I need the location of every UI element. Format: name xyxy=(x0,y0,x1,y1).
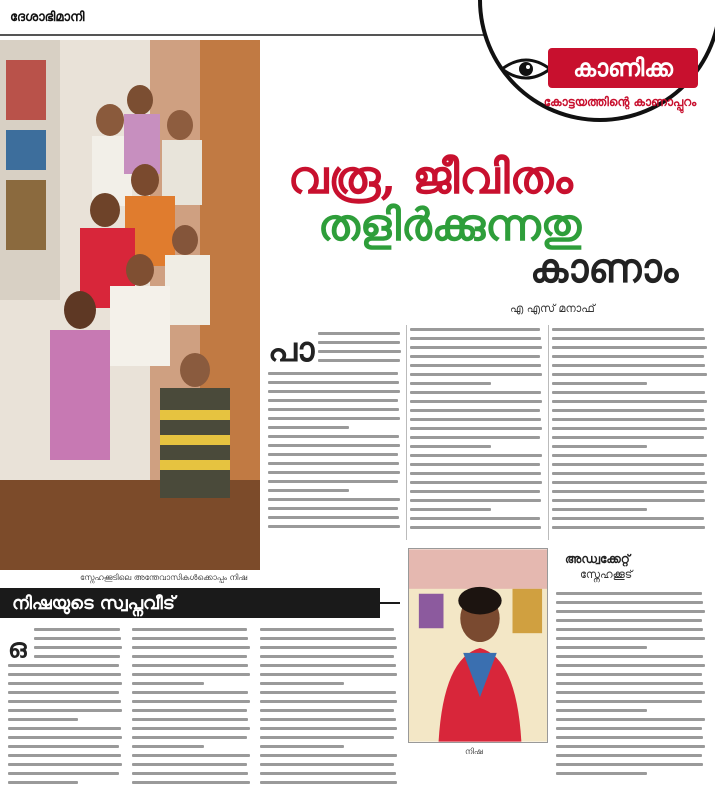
section-heading-bar xyxy=(0,588,380,618)
text-line xyxy=(260,637,396,640)
section-rule xyxy=(380,602,400,604)
text-line xyxy=(34,637,121,640)
text-line xyxy=(8,700,121,703)
text-line xyxy=(260,745,344,748)
text-line xyxy=(410,454,542,457)
text-line xyxy=(8,781,78,784)
text-line xyxy=(410,445,491,448)
text-line xyxy=(318,350,401,353)
section-heading: നിഷയുടെ സ്വപ്നവീട് xyxy=(12,592,175,614)
text-line xyxy=(552,355,704,358)
lower-column-1 xyxy=(34,628,124,664)
text-line xyxy=(410,337,541,340)
text-line xyxy=(552,409,704,412)
text-line xyxy=(268,399,398,402)
headline-line-1: വരൂ, ജീവിതം xyxy=(288,150,573,204)
text-line xyxy=(410,400,542,403)
profile-name: അഡ്വക്കേറ്റ് xyxy=(565,552,630,566)
text-line xyxy=(552,526,705,529)
text-line xyxy=(556,682,703,685)
text-line xyxy=(410,391,541,394)
text-line xyxy=(268,426,349,429)
text-line xyxy=(410,472,541,475)
text-line xyxy=(410,508,491,511)
lower-column-3 xyxy=(260,628,400,790)
text-line xyxy=(556,646,647,649)
text-line xyxy=(132,763,247,766)
text-line xyxy=(132,727,250,730)
text-line xyxy=(410,346,542,349)
text-line xyxy=(552,418,705,421)
text-line xyxy=(132,718,248,721)
text-line xyxy=(556,754,702,757)
text-line xyxy=(410,436,540,439)
text-line xyxy=(556,673,702,676)
text-line xyxy=(556,736,703,739)
text-line xyxy=(556,610,705,613)
text-line xyxy=(268,489,349,492)
text-line xyxy=(8,763,122,766)
profile-role: സ്നേഹക്കൂട് xyxy=(580,568,633,581)
text-line xyxy=(132,781,250,784)
text-line xyxy=(552,391,705,394)
text-line xyxy=(8,772,119,775)
text-line xyxy=(34,655,120,658)
headline-line-3: കാണാം xyxy=(530,245,679,292)
text-line xyxy=(410,328,540,331)
text-line xyxy=(318,359,400,362)
text-line xyxy=(556,619,702,622)
text-line xyxy=(260,763,394,766)
text-line xyxy=(132,673,250,676)
paper-name: ദേശാഭിമാനി xyxy=(10,10,85,25)
text-line xyxy=(132,655,247,658)
section-dropcap: ഒ xyxy=(8,634,27,664)
text-line xyxy=(8,745,119,748)
article-column-1 xyxy=(268,372,403,534)
text-line xyxy=(132,637,248,640)
text-line xyxy=(268,480,398,483)
text-line xyxy=(268,462,399,465)
text-line xyxy=(268,498,400,501)
text-line xyxy=(410,382,491,385)
text-line xyxy=(410,373,542,376)
headline-line-2: തളിർക്കുന്നതു xyxy=(318,200,582,251)
text-line xyxy=(132,628,247,631)
text-line xyxy=(556,664,705,667)
text-line xyxy=(552,373,707,376)
text-line xyxy=(260,709,394,712)
column-divider xyxy=(406,325,407,540)
article-column-3 xyxy=(552,328,710,535)
text-line xyxy=(552,445,647,448)
text-line xyxy=(260,772,396,775)
text-line xyxy=(556,772,647,775)
text-line xyxy=(556,727,702,730)
text-line xyxy=(410,409,540,412)
text-line xyxy=(552,400,707,403)
text-line xyxy=(8,754,121,757)
text-line xyxy=(268,471,400,474)
text-line xyxy=(318,332,400,335)
text-line xyxy=(410,517,540,520)
text-line xyxy=(260,673,397,676)
lower-column-1-cont xyxy=(8,664,124,790)
text-line xyxy=(552,499,705,502)
text-line xyxy=(556,628,703,631)
text-line xyxy=(132,745,204,748)
text-line xyxy=(268,372,398,375)
text-line xyxy=(552,364,705,367)
text-line xyxy=(318,341,400,344)
text-line xyxy=(556,691,705,694)
text-line xyxy=(552,463,704,466)
text-line xyxy=(410,490,540,493)
text-line xyxy=(132,646,250,649)
text-line xyxy=(8,736,122,739)
text-line xyxy=(552,517,704,520)
text-line xyxy=(410,463,540,466)
profile-photo xyxy=(408,548,548,743)
text-line xyxy=(260,727,397,730)
text-line xyxy=(410,526,541,529)
text-line xyxy=(556,592,702,595)
text-line xyxy=(34,628,120,631)
article-dropcap: പാ xyxy=(268,330,315,370)
text-line xyxy=(268,525,400,528)
text-line xyxy=(410,499,541,502)
text-line xyxy=(8,673,121,676)
text-line xyxy=(268,408,399,411)
text-line xyxy=(132,772,248,775)
main-photo-caption: സ്നേഹക്കൂടിലെ അന്തേവാസികൾക്കൊപ്പം നിഷ xyxy=(80,573,248,582)
text-line xyxy=(410,364,541,367)
text-line xyxy=(132,736,247,739)
text-line xyxy=(552,454,707,457)
text-line xyxy=(260,682,344,685)
text-line xyxy=(552,337,705,340)
text-line xyxy=(556,709,647,712)
text-line xyxy=(556,718,705,721)
eye-icon xyxy=(500,55,552,83)
text-line xyxy=(132,691,248,694)
article-column-2 xyxy=(410,328,545,535)
lower-column-2 xyxy=(132,628,252,790)
text-line xyxy=(552,481,707,484)
text-line xyxy=(260,781,397,784)
text-line xyxy=(268,507,398,510)
profile-text xyxy=(556,592,708,781)
text-line xyxy=(552,328,704,331)
text-line xyxy=(552,382,647,385)
text-line xyxy=(410,418,541,421)
text-line xyxy=(132,709,247,712)
text-line xyxy=(552,472,705,475)
text-line xyxy=(556,700,702,703)
text-line xyxy=(260,664,396,667)
text-line xyxy=(268,417,400,420)
text-line xyxy=(556,763,703,766)
text-line xyxy=(268,453,398,456)
text-line xyxy=(260,655,394,658)
text-line xyxy=(552,427,707,430)
column-divider xyxy=(548,325,549,540)
text-line xyxy=(556,601,703,604)
text-line xyxy=(260,691,396,694)
text-line xyxy=(268,390,400,393)
text-line xyxy=(132,754,250,757)
main-photo xyxy=(0,40,260,570)
section-logo: കാണിക്ക xyxy=(548,48,698,88)
text-line xyxy=(8,718,78,721)
text-line xyxy=(260,736,394,739)
text-line xyxy=(552,508,647,511)
text-line xyxy=(132,664,248,667)
text-line xyxy=(260,700,397,703)
text-line xyxy=(552,436,704,439)
text-line xyxy=(132,682,204,685)
text-line xyxy=(8,727,121,730)
text-line xyxy=(556,637,705,640)
text-line xyxy=(410,355,540,358)
text-line xyxy=(268,381,399,384)
text-line xyxy=(260,718,396,721)
section-tagline: കോട്ടയത്തിന്റെ കാണാപ്പുറം xyxy=(543,95,697,109)
text-line xyxy=(260,646,397,649)
byline: എ എസ് മനാഫ് xyxy=(510,302,595,315)
article-column-1-top xyxy=(318,332,403,368)
text-line xyxy=(410,427,542,430)
text-line xyxy=(260,754,397,757)
text-line xyxy=(410,481,542,484)
text-line xyxy=(268,444,400,447)
text-line xyxy=(268,516,399,519)
text-line xyxy=(260,628,394,631)
text-line xyxy=(552,346,707,349)
text-line xyxy=(552,490,704,493)
text-line xyxy=(34,646,122,649)
text-line xyxy=(8,682,122,685)
profile-photo-caption: നിഷ xyxy=(465,747,483,756)
text-line xyxy=(8,664,119,667)
text-line xyxy=(8,691,119,694)
text-line xyxy=(8,709,122,712)
text-line xyxy=(132,700,250,703)
text-line xyxy=(556,655,703,658)
text-line xyxy=(556,745,705,748)
text-line xyxy=(268,435,399,438)
